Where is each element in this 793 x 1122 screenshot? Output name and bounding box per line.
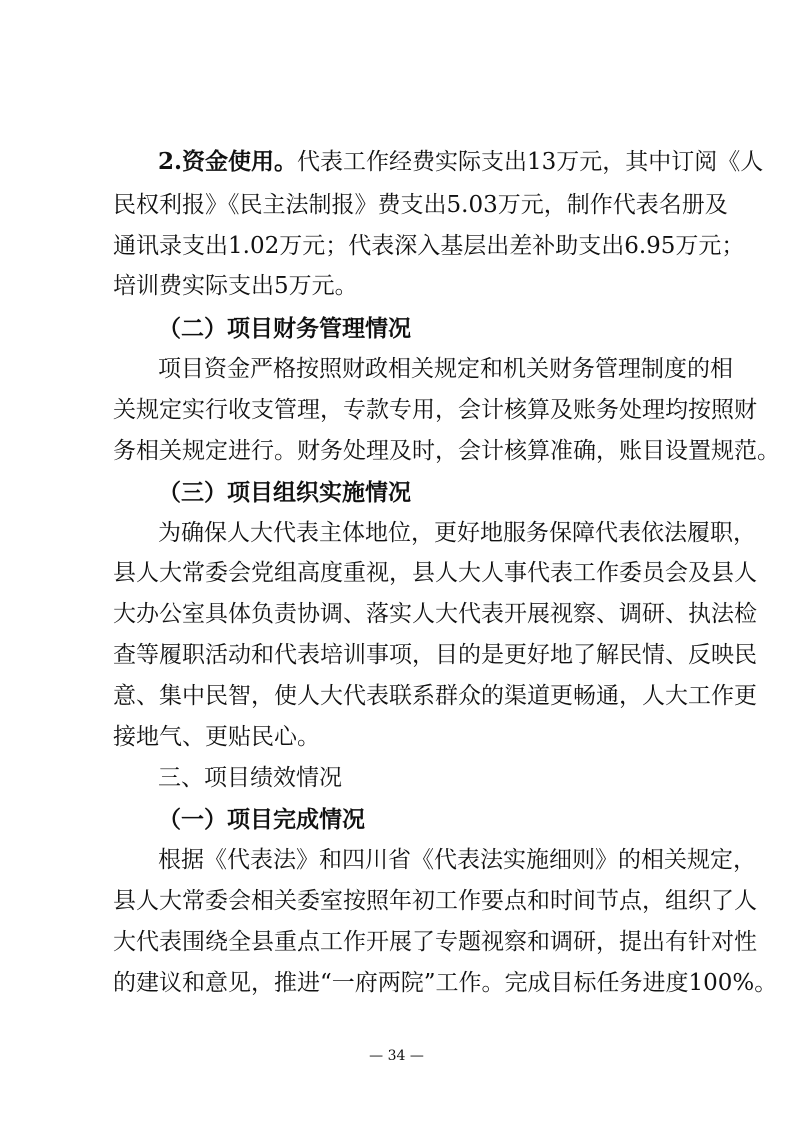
paragraph-line: 大办公室具体负责协调、落实人大代表开展视察、调研、执法检: [113, 601, 757, 627]
page-number: — 34 —: [369, 1048, 424, 1064]
paragraph-line: 项目资金严格按照财政相关规定和机关财务管理制度的相: [158, 356, 733, 382]
paragraph-line: 2.资金使用。代表工作经费实际支出13万元，其中订阅《人: [158, 148, 764, 175]
paragraph-line: 意、集中民智，使人大代表联系群众的渠道更畅通，人大工作更: [113, 683, 757, 709]
paragraph-line: 大代表围绕全县重点工作开展了专题视察和调研，提出有针对性: [113, 929, 757, 955]
paragraph-line: 为确保人大代表主体地位，更好地服务保障代表依法履职，: [158, 520, 756, 546]
section-heading: （三）项目组织实施情况: [158, 479, 411, 506]
paragraph-line: 查等履职活动和代表培训事项，目的是更好地了解民情、反映民: [113, 642, 757, 668]
paragraph-line: 的建议和意见，推进“一府两院”工作。完成目标任务进度100%。: [113, 970, 778, 996]
section-heading: （二）项目财务管理情况: [158, 315, 411, 342]
paragraph-line: 关规定实行收支管理，专款专用，会计核算及账务处理均按照财: [113, 397, 757, 423]
paragraph-line: 培训费实际支出5万元。: [113, 273, 358, 299]
paragraph-line: 县人大常委会相关委室按照年初工作要点和时间节点，组织了人: [113, 888, 757, 914]
section-heading: （一）项目完成情况: [158, 806, 365, 833]
paragraph-line: 务相关规定进行。财务处理及时，会计核算准确，账目设置规范。: [113, 438, 780, 464]
paragraph-line: 通讯录支出1.02万元；代表深入基层出差补助支出6.95万元；: [113, 233, 745, 259]
paragraph-line: 县人大常委会党组高度重视，县人大人事代表工作委员会及县人: [113, 560, 757, 586]
paragraph-line: 根据《代表法》和四川省《代表法实施细则》的相关规定，: [158, 847, 756, 873]
chapter-heading: 三、项目绩效情况: [158, 765, 342, 791]
paragraph-line: 民权利报》《民主法制报》费支出5.03万元，制作代表名册及: [113, 192, 728, 218]
inline-heading: 2.资金使用。: [158, 148, 298, 175]
paragraph-line: 接地气、更贴民心。: [113, 724, 320, 750]
